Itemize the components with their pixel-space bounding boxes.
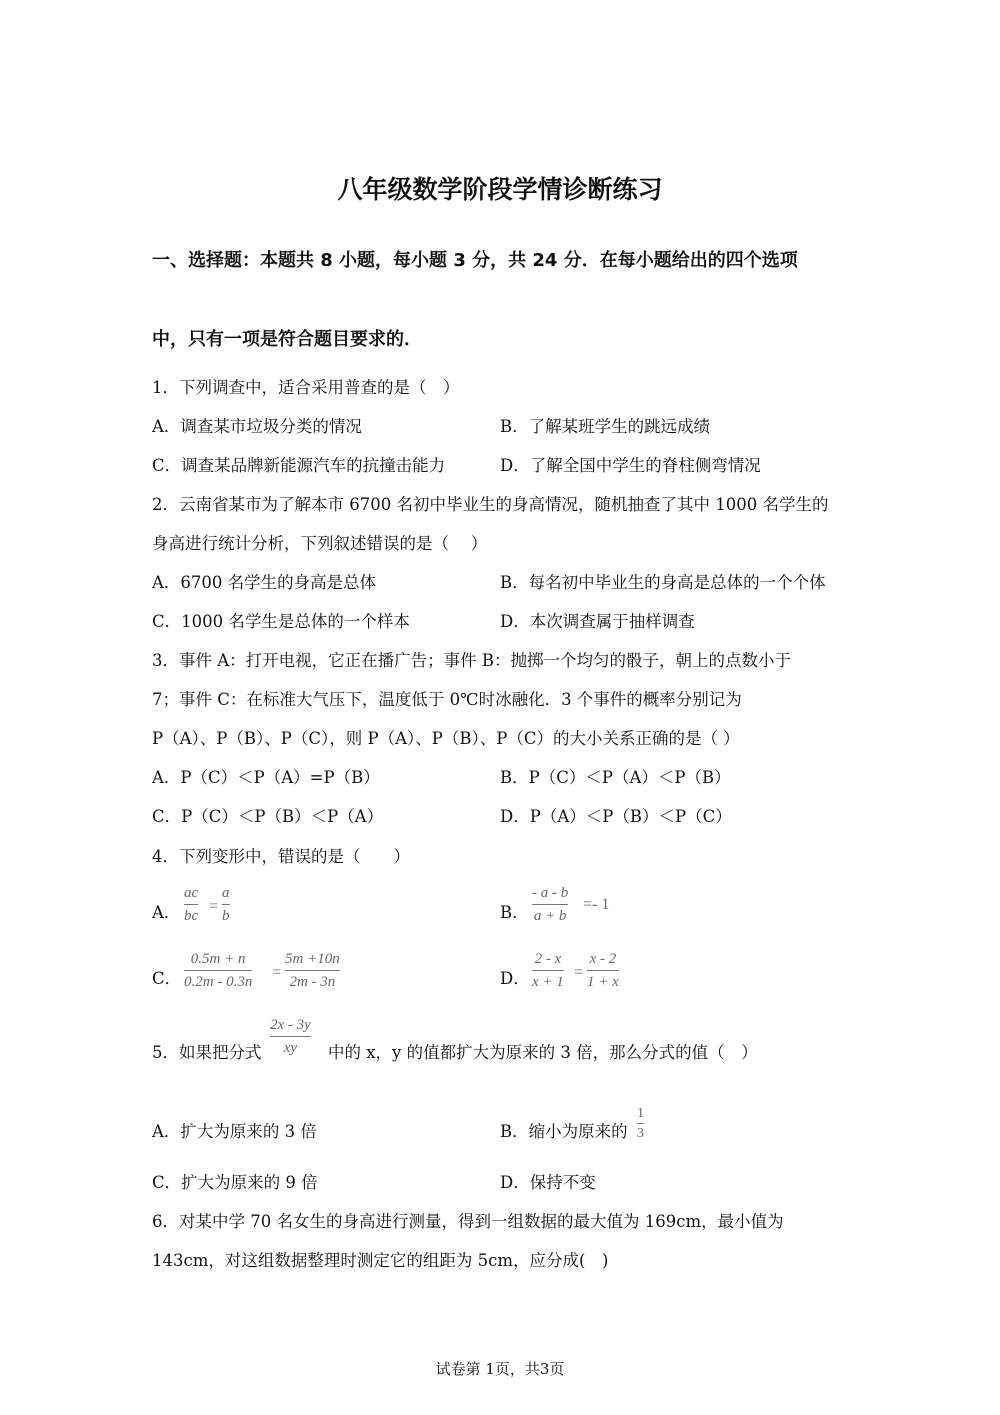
- q1-option-a: A．调查某市垃圾分类的情况: [152, 417, 362, 436]
- q4-c-num2: 5m +10n: [285, 951, 340, 967]
- q3-option-a: A．P（C）＜P（A）=P（B）: [152, 768, 380, 787]
- q5-fraction: [270, 1016, 311, 1057]
- q4-a-num2: a: [222, 885, 230, 901]
- q4-a-fraction-right: [222, 884, 230, 925]
- q4-d-fraction-right: [587, 950, 619, 991]
- q3-option-d: D．P（A）＜P（B）＜P（C）: [500, 807, 732, 826]
- section-heading-line2: 中，只有一项是符合题目要求的．: [152, 329, 422, 350]
- q3-stem-line2: 7；事件 C：在标准大气压下，温度低于 0℃时冰融化．3 个事件的概率分别记为: [152, 690, 742, 709]
- section-heading-line1: 一、选择题：本题共 8 小题，每小题 3 分，共 24 分．在每小题给出的四个选项: [152, 250, 798, 271]
- q4-stem: 4．下列变形中，错误的是（ ）: [152, 847, 410, 866]
- q4-a-equals: =: [209, 898, 219, 915]
- q3-option-b: B．P（C）＜P（A）＜P（B）: [500, 768, 731, 787]
- q2-option-d: D．本次调查属于抽样调查: [500, 612, 695, 631]
- q4-a-den2: b: [222, 908, 230, 924]
- q4-d-num2: x - 2: [589, 951, 617, 967]
- q2-stem-line2: 身高进行统计分析，下列叙述错误的是（ ）: [152, 534, 488, 553]
- q6-stem-line1: 6．对某中学 70 名女生的身高进行测量，得到一组数据的最大值为 169cm，最小值为: [152, 1212, 784, 1231]
- q1-option-b: B．了解某班学生的跳远成绩: [500, 417, 711, 436]
- q3-option-c: C．P（C）＜P（B）＜P（A）: [152, 807, 384, 826]
- q4-a-fraction-left: [184, 884, 198, 925]
- q5-option-b: B．缩小为原来的: [500, 1122, 628, 1141]
- q4-option-d-label: D．: [500, 969, 530, 988]
- q5-option-a: A．扩大为原来的 3 倍: [152, 1122, 317, 1141]
- q4-d-den1: x + 1: [532, 974, 564, 990]
- q1-option-d: D．了解全国中学生的脊柱侧弯情况: [500, 456, 761, 475]
- q4-d-fraction-left: [532, 950, 564, 991]
- q5-frac-den: xy: [283, 1040, 298, 1056]
- q4-a-den1: bc: [184, 908, 199, 924]
- q3-stem-line3: P（A）、P（B）、P（C），则 P（A）、P（B）、P（C）的大小关系正确的是（ ）: [152, 729, 740, 748]
- q3-stem-line1: 3．事件 A：打开电视，它正在播广告；事件 B：抛掷一个均匀的骰子，朝上的点数小于: [152, 651, 792, 670]
- q5-stem-pre: 5．如果把分式: [152, 1043, 262, 1062]
- q4-b-num1: - a - b: [532, 885, 569, 901]
- q4-c-fraction-right: [285, 950, 340, 991]
- q1-stem: 1．下列调查中，适合采用普查的是（ ）: [152, 378, 460, 397]
- q5-b-num: 1: [637, 1106, 644, 1121]
- q5-stem-post: 中的 x，y 的值都扩大为原来的 3 倍，那么分式的值（ ）: [328, 1043, 758, 1062]
- q4-c-den2: 2m - 3n: [289, 974, 336, 990]
- q4-c-num1: 0.5m + n: [190, 951, 246, 967]
- q5-option-c: C．扩大为原来的 9 倍: [152, 1173, 318, 1192]
- q2-option-a: A．6700 名学生的身高是总体: [152, 573, 377, 592]
- q4-b-den1: a + b: [533, 908, 567, 924]
- q6-stem-line2: 143cm，对这组数据整理时测定它的组距为 5cm，应分成( ): [152, 1251, 609, 1270]
- q4-option-b-label: B．: [500, 903, 529, 922]
- q4-d-equals: =: [574, 964, 584, 981]
- q4-b-rhs: =- 1: [583, 896, 610, 913]
- q4-a-num1: ac: [184, 885, 199, 901]
- q4-option-c-label: C．: [152, 969, 182, 988]
- q4-c-den1: 0.2m - 0.3n: [184, 974, 253, 990]
- page-footer: 试卷第 1页，共3页: [435, 1360, 565, 1378]
- q4-d-den2: 1 + x: [587, 974, 619, 990]
- page-title: 八年级数学阶段学情诊断练习: [337, 175, 663, 204]
- q4-b-fraction: [532, 884, 568, 925]
- q4-c-fraction-left: [184, 950, 252, 991]
- q4-d-num1: 2 - x: [534, 951, 562, 967]
- q2-stem-line1: 2．云南省某市为了解本市 6700 名初中毕业生的身高情况，随机抽查了其中 1000 名学生的: [152, 495, 829, 514]
- q5-b-den: 3: [637, 1126, 644, 1141]
- q1-option-c: C．调查某品牌新能源汽车的抗撞击能力: [152, 456, 446, 475]
- q4-c-equals: =: [272, 964, 282, 981]
- q2-option-b: B．每名初中毕业生的身高是总体的一个个体: [500, 573, 826, 592]
- q2-option-c: C．1000 名学生是总体的一个样本: [152, 612, 410, 631]
- q5-b-fraction: [637, 1106, 644, 1141]
- q5-frac-num: 2x - 3y: [270, 1017, 311, 1033]
- q4-option-a-label: A．: [152, 903, 181, 922]
- q5-option-d: D．保持不变: [500, 1173, 596, 1192]
